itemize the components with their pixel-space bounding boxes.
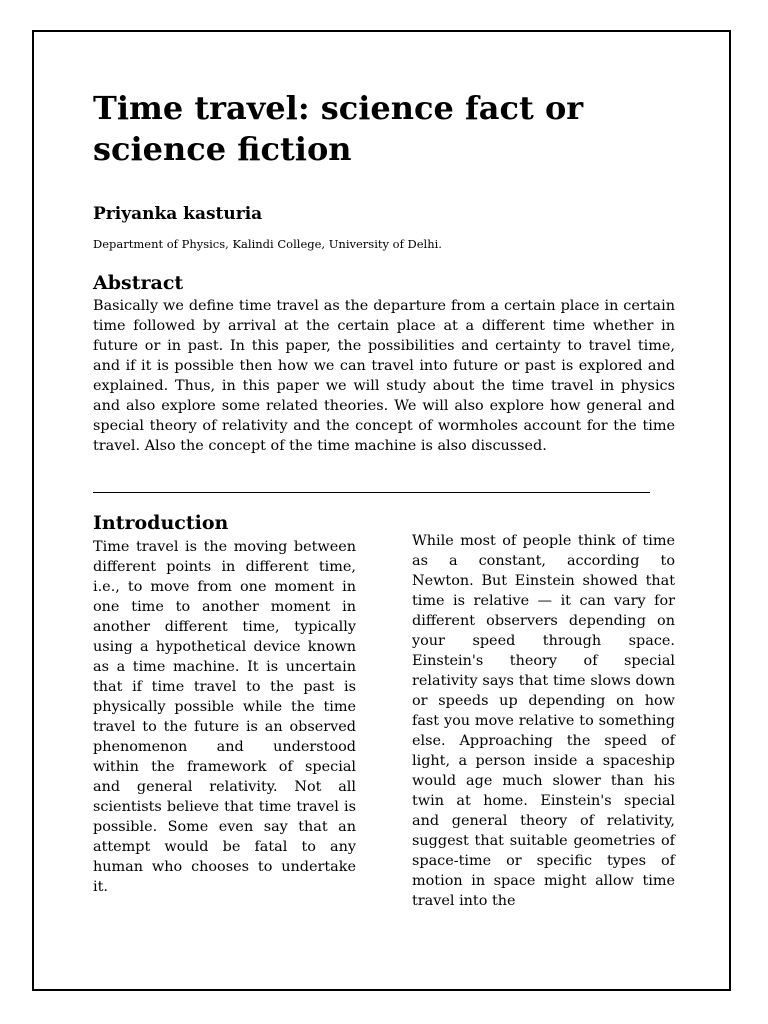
section-divider — [93, 492, 650, 493]
introduction-left-column: Time travel is the moving between different points in different time, i.e., to move from one moment in one time to another moment in another different time, typically using a hypothetical device known as a time machine. It is uncertain that if time travel to the past is physically possible while the time travel to the future is an observed phenomenon and understood within the framework of special and general relativity. Not all scientists believe that time travel is possible. Some even say that an attempt would be fatal to any human who chooses to undertake it. — [93, 539, 356, 895]
introduction-right-column: While most of people think of time as a constant, according to Newton. But Einstein showed that time is relative — it can vary for different observers depending on your speed through space. Einstein's theory of special relativity says that time slows down or speeds up depending on how fast you move relative to something else. Approaching the speed of light, a person inside a spaceship would age much slower than his twin at home. Einstein's special and general theory of relativity, suggest that suitable geometries of space-time or specific types of motion in space might allow time travel into the — [412, 533, 675, 909]
paper-title: Time travel: science fact or science fiction — [93, 89, 584, 168]
author-affiliation: Department of Physics, Kalindi College, University of Delhi. — [93, 237, 442, 251]
author-name: Priyanka kasturia — [93, 204, 263, 224]
introduction-heading: Introduction — [93, 512, 229, 534]
abstract-text: Basically we define time travel as the departure from a certain place in certain time followed by arrival at the certain place at a different time whether in future or in past. In this paper, the possibilities and certainty to travel time, and if it is possible then how we can travel into future or past is explored and explained. Thus, in this paper we will study about the time travel in physics and also explore some related theories. We will also explore how general and special theory of relativity and the concept of wormholes account for the time travel. Also the concept of the time machine is also discussed. — [93, 298, 675, 454]
abstract-heading: Abstract — [93, 272, 184, 294]
